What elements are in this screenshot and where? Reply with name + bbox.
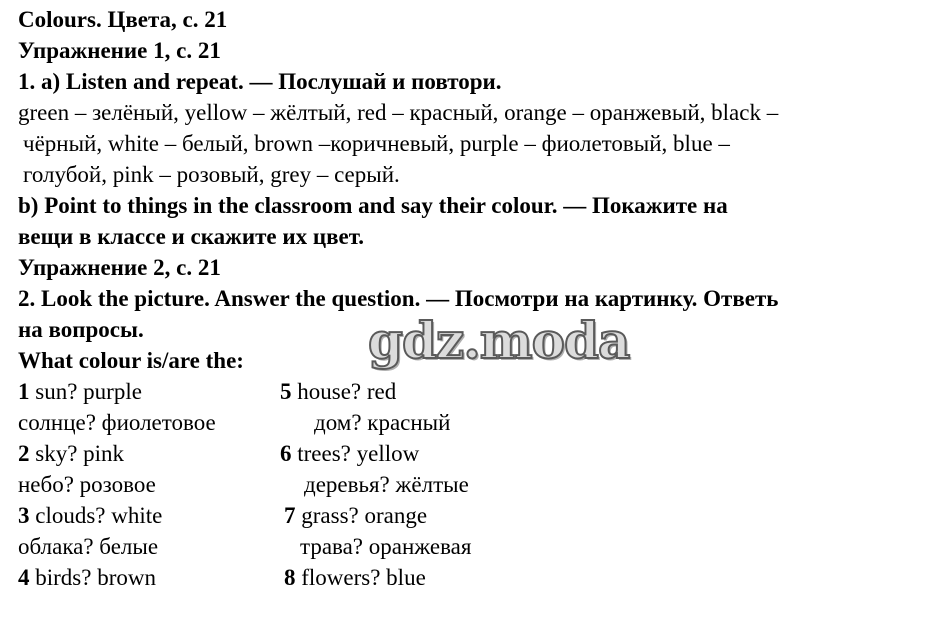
answer-right bbox=[280, 438, 419, 469]
answer-row-russian bbox=[18, 469, 923, 500]
answer-text: grass? orange bbox=[295, 503, 428, 528]
answer-row-russian bbox=[18, 531, 923, 562]
vocab-line: чёрный, white – белый, brown –коричневый, purple – фиолетовый, blue – bbox=[23, 131, 730, 156]
answer-number: 8 bbox=[284, 565, 296, 590]
answer-row-english bbox=[18, 376, 923, 407]
answer-row-english bbox=[18, 562, 923, 593]
answer-translation: дом? красный bbox=[314, 410, 451, 435]
answer-text: sun? purple bbox=[29, 379, 142, 404]
answer-translation: деревья? жёлтые bbox=[304, 472, 469, 497]
site-watermark: gdz.moda bbox=[368, 311, 630, 370]
answer-number: 5 bbox=[280, 379, 292, 404]
answer-translation: облака? белые bbox=[18, 534, 159, 559]
answer-left bbox=[18, 438, 280, 469]
answer-text: birds? brown bbox=[29, 565, 156, 590]
vocab-line: green – зелёный, yellow – жёлтый, red – красный, orange – оранжевый, black – bbox=[18, 100, 779, 125]
exercise-2-task: на вопросы. bbox=[18, 317, 144, 342]
document-page bbox=[18, 4, 923, 593]
answer-text: house? red bbox=[291, 379, 397, 404]
doc-title: Colours. Цвета, с. 21 bbox=[18, 7, 228, 32]
answer-number: 4 bbox=[18, 565, 30, 590]
answer-number: 2 bbox=[18, 441, 30, 466]
answer-translation: небо? розовое bbox=[18, 472, 156, 497]
answer-number: 3 bbox=[18, 503, 30, 528]
exercise-1-task-b: вещи в классе и скажите их цвет. bbox=[18, 224, 365, 249]
answer-right bbox=[284, 562, 426, 593]
answer-translation: солнце? фиолетовое bbox=[18, 410, 216, 435]
answer-text: flowers? blue bbox=[295, 565, 426, 590]
answer-row-english bbox=[18, 500, 923, 531]
exercise-1-task-a: 1. а) Listen and repeat. — Послушай и повтори. bbox=[18, 69, 502, 94]
exercise-1-task-b: b) Point to things in the classroom and say their colour. — Покажите на bbox=[18, 193, 728, 218]
answer-translation: трава? оранжевая bbox=[300, 534, 472, 559]
exercise-2-question: What colour is/are the: bbox=[18, 348, 244, 373]
exercise-2-heading: Упражнение 2, с. 21 bbox=[18, 255, 221, 280]
answer-text: sky? pink bbox=[29, 441, 125, 466]
answer-number: 1 bbox=[18, 379, 30, 404]
answer-row-english bbox=[18, 438, 923, 469]
answer-right bbox=[280, 376, 396, 407]
exercise-1-heading: Упражнение 1, с. 21 bbox=[18, 38, 221, 63]
answer-left bbox=[18, 562, 284, 593]
answer-number: 6 bbox=[280, 441, 292, 466]
answer-number: 7 bbox=[284, 503, 296, 528]
exercise-2-task: 2. Look the picture. Answer the question. — Посмотри на картинку. Ответь bbox=[18, 286, 779, 311]
answer-text: clouds? white bbox=[29, 503, 163, 528]
answer-left bbox=[18, 500, 284, 531]
vocab-line: голубой, pink – розовый, grey – серый. bbox=[23, 162, 400, 187]
answer-left bbox=[18, 376, 280, 407]
answer-text: trees? yellow bbox=[291, 441, 420, 466]
answer-right bbox=[284, 500, 427, 531]
answer-row-russian bbox=[18, 407, 923, 438]
